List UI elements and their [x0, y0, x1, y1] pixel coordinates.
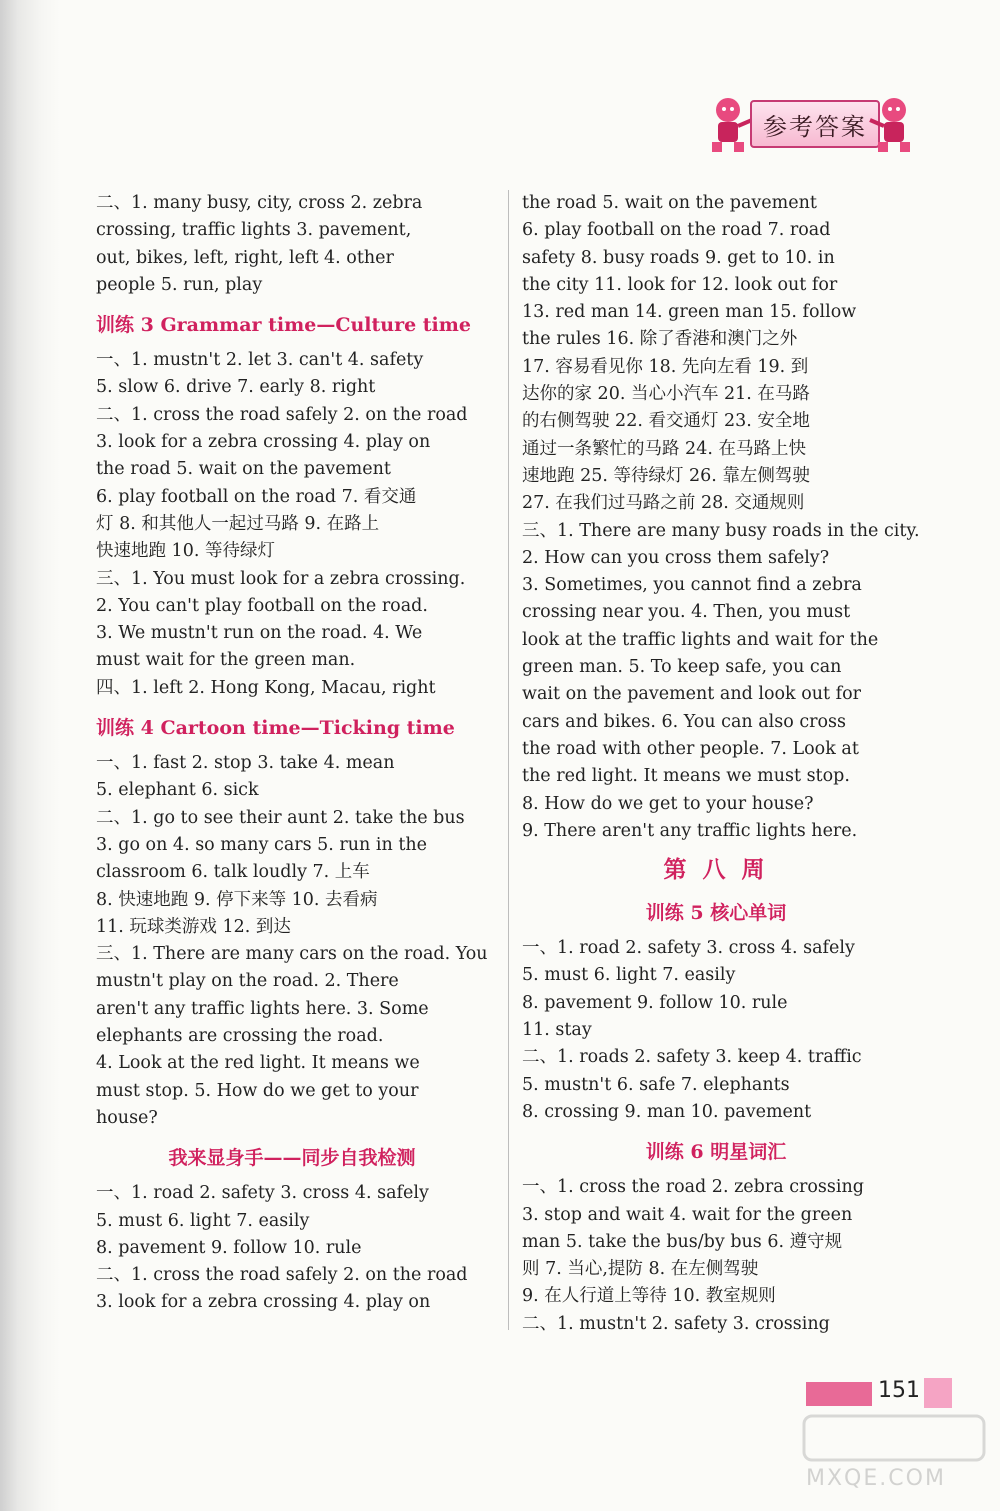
answer-line: people 5. run, play: [96, 274, 263, 295]
section-title: 训练 4 Cartoon time—Ticking time: [96, 717, 455, 740]
answer-line: 27. 在我们过马路之前 28. 交通规则: [522, 493, 805, 514]
watermark-text: MXQE.COM: [806, 1466, 946, 1491]
answer-line: crossing, traffic lights 3. pavement,: [96, 220, 412, 241]
answer-line: 5. elephant 6. sick: [96, 780, 259, 801]
answer-line: 3. look for a zebra crossing 4. play on: [96, 432, 431, 453]
right-column: [522, 190, 920, 1338]
page-number-tab: [806, 1376, 956, 1410]
answers-block: [96, 1180, 488, 1316]
answer-line: 8. 快速地跑 9. 停下来等 10. 去看病: [96, 889, 378, 910]
answer-line: 二、1. cross the road safely 2. on the road: [96, 404, 468, 425]
answer-line: the rules 16. 除了香港和澳门之外: [522, 329, 798, 350]
answer-line: classroom 6. talk loudly 7. 上车: [96, 862, 370, 883]
answer-line: 快速地跑 10. 等待绿灯: [96, 541, 275, 562]
watermark-stamp-icon: [800, 1410, 990, 1466]
answer-line: aren't any traffic lights here. 3. Some: [96, 998, 429, 1019]
answer-line: 5. mustn't 6. safe 7. elephants: [522, 1074, 790, 1095]
answer-line: 8. pavement 9. follow 10. rule: [522, 992, 788, 1013]
page-number-block: [924, 1378, 952, 1408]
answer-line: 速地跑 25. 等待绿灯 26. 靠左侧驾驶: [522, 465, 810, 486]
week-heading: 第 八 周: [663, 857, 769, 884]
answer-line: 3. stop and wait 4. wait for the green: [522, 1204, 853, 1225]
answer-line: 17. 容易看见你 18. 先向左看 19. 到: [522, 356, 809, 377]
answer-line: 9. 在人行道上等待 10. 教室规则: [522, 1286, 776, 1307]
answer-line: 11. 玩球类游戏 12. 到达: [96, 916, 291, 937]
answer-line: 3. Sometimes, you cannot find a zebra: [522, 575, 862, 596]
answer-line: 达你的家 20. 当心小汽车 21. 在马路: [522, 384, 810, 405]
answer-line: safety 8. busy roads 9. get to 10. in: [522, 247, 835, 268]
answer-line: house?: [96, 1107, 158, 1128]
answer-line: 一、1. road 2. safety 3. cross 4. safely: [522, 938, 855, 959]
answer-line: 8. crossing 9. man 10. pavement: [522, 1101, 812, 1122]
answer-line: 二、1. cross the road safely 2. on the road: [96, 1265, 468, 1286]
cartoon-kid-left-icon: [702, 94, 754, 154]
answer-line: 8. How do we get to your house?: [522, 793, 814, 814]
answer-line: 一、1. cross the road 2. zebra crossing: [522, 1177, 864, 1198]
answer-line: the city 11. look for 12. look out for: [522, 274, 838, 295]
answer-line: the road 5. wait on the pavement: [96, 459, 391, 480]
answer-line: green man. 5. To keep safe, you can: [522, 657, 842, 678]
watermark-logo: [800, 1410, 990, 1500]
answer-line: must stop. 5. How do we get to your: [96, 1080, 419, 1101]
answer-line: 4. Look at the red light. It means we: [96, 1053, 420, 1074]
answer-line: 5. slow 6. drive 7. early 8. right: [96, 377, 376, 398]
answer-line: 二、1. mustn't 2. safety 3. crossing: [522, 1313, 830, 1334]
answer-line: 一、1. road 2. safety 3. cross 4. safely: [96, 1183, 429, 1204]
answer-line: 5. must 6. light 7. easily: [522, 965, 736, 986]
answer-line: 9. There aren't any traffic lights here.: [522, 820, 858, 841]
answers-block: [96, 347, 488, 702]
left-column: [96, 190, 488, 1317]
page-binding-shadow: [0, 0, 60, 1511]
section-title: 我来显身手——同步自我检测: [168, 1147, 416, 1170]
answer-line: 6. play football on the road 7. 看交通: [96, 486, 417, 507]
answer-line: the road with other people. 7. Look at: [522, 738, 859, 759]
answers-block: [522, 190, 920, 845]
section-title: 训练 5 核心单词: [645, 902, 787, 925]
answer-line: 通过一条繁忙的马路 24. 在马路上快: [522, 438, 806, 459]
answer-line: the red light. It means we must stop.: [522, 766, 850, 787]
answer-line: 一、1. fast 2. stop 3. take 4. mean: [96, 753, 395, 774]
section-title: 训练 6 明星词汇: [645, 1141, 787, 1164]
answer-line: 一、1. mustn't 2. let 3. can't 4. safety: [96, 350, 424, 371]
answer-line: 3. go on 4. so many cars 5. run in the: [96, 834, 427, 855]
answer-line: wait on the pavement and look out for: [522, 684, 861, 705]
answer-line: 四、1. left 2. Hong Kong, Macau, right: [96, 677, 436, 698]
answer-line: 三、1. There are many cars on the road. You: [96, 944, 488, 965]
answer-line: 二、1. roads 2. safety 3. keep 4. traffic: [522, 1047, 862, 1068]
answer-line: must wait for the green man.: [96, 650, 356, 671]
answer-line: 8. pavement 9. follow 10. rule: [96, 1237, 362, 1258]
answer-line: 2. You can't play football on the road.: [96, 595, 428, 616]
answers-block: [96, 190, 488, 299]
answer-key-badge: [702, 88, 920, 160]
column-divider: [508, 190, 509, 1330]
answer-key-label: 参考答案: [750, 100, 880, 148]
answer-line: 的右侧驾驶 22. 看交通灯 23. 安全地: [522, 411, 810, 432]
answer-line: out, bikes, left, right, left 4. other: [96, 247, 394, 268]
answer-line: 则 7. 当心,提防 8. 在左侧驾驶: [522, 1259, 759, 1280]
answers-block: [522, 935, 910, 1126]
page-number: 151: [878, 1378, 920, 1403]
answer-line: look at the traffic lights and wait for the: [522, 629, 879, 650]
answer-line: 5. must 6. light 7. easily: [96, 1210, 310, 1231]
answer-line: mustn't play on the road. 2. There: [96, 971, 399, 992]
answer-line: 灯 8. 和其他人一起过马路 9. 在路上: [96, 513, 380, 534]
answer-line: man 5. take the bus/by bus 6. 遵守规: [522, 1231, 843, 1252]
answer-line: the road 5. wait on the pavement: [522, 193, 817, 213]
cartoon-kid-right-icon: [868, 94, 920, 154]
answer-line: elephants are crossing the road.: [96, 1026, 384, 1047]
section-title: 训练 3 Grammar time—Culture time: [96, 314, 471, 337]
answer-line: 三、1. You must look for a zebra crossing.: [96, 568, 466, 589]
answer-line: 3. look for a zebra crossing 4. play on: [96, 1292, 431, 1313]
answers-block: [522, 1174, 910, 1338]
answer-line: 三、1. There are many busy roads in the city.: [522, 520, 920, 541]
answer-line: 3. We mustn't run on the road. 4. We: [96, 623, 423, 644]
answer-line: 2. How can you cross them safely?: [522, 547, 830, 568]
answers-block: [96, 750, 488, 1132]
answer-line: 13. red man 14. green man 15. follow: [522, 302, 857, 323]
answer-line: 二、1. many busy, city, cross 2. zebra: [96, 193, 423, 213]
page-number-bar: [806, 1382, 872, 1406]
answer-line: 11. stay: [522, 1020, 592, 1041]
answer-line: 6. play football on the road 7. road: [522, 220, 831, 241]
answer-line: 二、1. go to see their aunt 2. take the bus: [96, 807, 465, 828]
answer-line: cars and bikes. 6. You can also cross: [522, 711, 846, 732]
answer-line: crossing near you. 4. Then, you must: [522, 602, 851, 623]
